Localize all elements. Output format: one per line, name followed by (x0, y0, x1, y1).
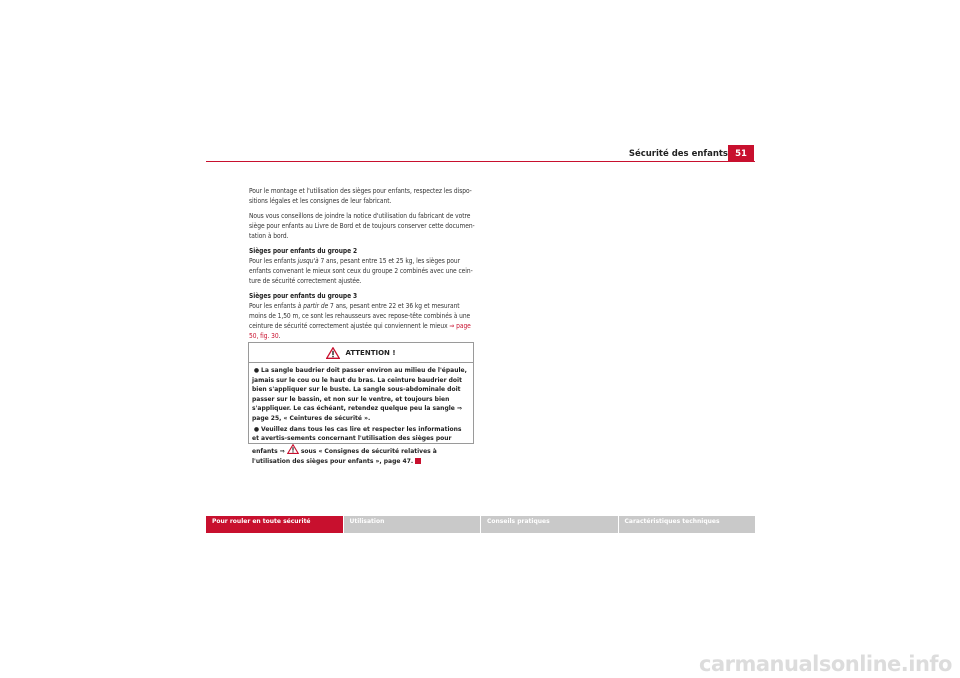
group2-text-post: 7 ans, pesant entre 15 et 25 kg, les sièges pour enfants convenant le mieux sont ceux du groupe 2 combinés avec une cein-ture de sécurité correctement ajustée. (249, 257, 473, 285)
warning-body (249, 363, 473, 467)
chapter-tabs (206, 516, 755, 533)
bullet-icon: ● (253, 425, 260, 433)
group3-text-post: 7 ans, pesant entre 22 et 36 kg et mesurant moins de 1,50 m, ce sont les rehausseurs avec repose-tête combinés à une ceinture de sécurité correctement ajustée qui conviennent le mieux (249, 302, 471, 330)
header-divider (206, 161, 755, 162)
tab-safety[interactable]: Pour rouler en toute sécurité (206, 516, 343, 533)
group2-text-italic: jusqu'à (297, 257, 319, 265)
section-title: Sécurité des enfants (628, 149, 728, 159)
main-text (249, 186, 477, 346)
watermark: carmanualsonline.info (699, 652, 952, 676)
end-marker-icon (415, 458, 421, 464)
tab-practical-tips[interactable]: Conseils pratiques (481, 516, 618, 533)
intro-paragraph: Pour le montage et l'utilisation des sièges pour enfants, respectez les dispo-sitions légales et les consignes de leur fabricant. (249, 187, 472, 205)
group3-heading: Sièges pour enfants du groupe 3 (249, 292, 358, 300)
warning-item-text: La sangle baudrier doit passer environ au milieu de l'épaule, jamais sur le cou ou le haut du bras. La ceinture baudrier doit bien s'appliquer sur le buste. La sangle sous-abdominale doit passer sur le bassin, et non sur le ventre, et toujours bien s'appliquer. Le cas échéant, retendez quelque peu la sangle ⇒ page 25, « Ceintures de sécurité ». (252, 367, 467, 422)
warning-item-text: Veuillez dans tous les cas lire et respecter les informations et avertis-sements concernant l'utilisation des sièges pour enfants ⇒ (252, 425, 462, 455)
warning-title: ATTENTION ! (345, 348, 396, 357)
warning-triangle-icon[interactable] (287, 444, 299, 458)
advice-paragraph: Nous vous conseillons de joindre la notice d'utilisation du fabricant de votre siège pour enfants au Livre de Bord et de toujours conserver cette documen-tation à bord. (249, 212, 475, 240)
tab-technical-specs[interactable]: Caractéristiques techniques (619, 516, 756, 533)
warning-item (252, 366, 470, 424)
group3-text-italic: à partir de (297, 302, 329, 310)
group3-text-pre: Pour les enfants (249, 302, 298, 310)
figure-reference-link[interactable]: ⇒ page 50, fig. 30 (249, 322, 471, 340)
warning-item (252, 425, 470, 467)
group2-text-pre: Pour les enfants (249, 257, 298, 265)
warning-item-text: sous « Consignes de sécurité relatives à l'utilisation des sièges pour enfants », page 47. (252, 447, 437, 466)
warning-box (248, 342, 474, 466)
group2-heading: Sièges pour enfants du groupe 2 (249, 247, 358, 255)
bullet-icon: ● (253, 367, 260, 374)
group3-paragraph (249, 301, 477, 341)
page-number: 51 (728, 145, 754, 162)
warning-triangle-icon (326, 347, 340, 359)
group2-paragraph (249, 256, 477, 286)
group3-text-end: . (278, 332, 281, 340)
warning-header (249, 343, 473, 363)
tab-operation[interactable]: Utilisation (344, 516, 481, 533)
